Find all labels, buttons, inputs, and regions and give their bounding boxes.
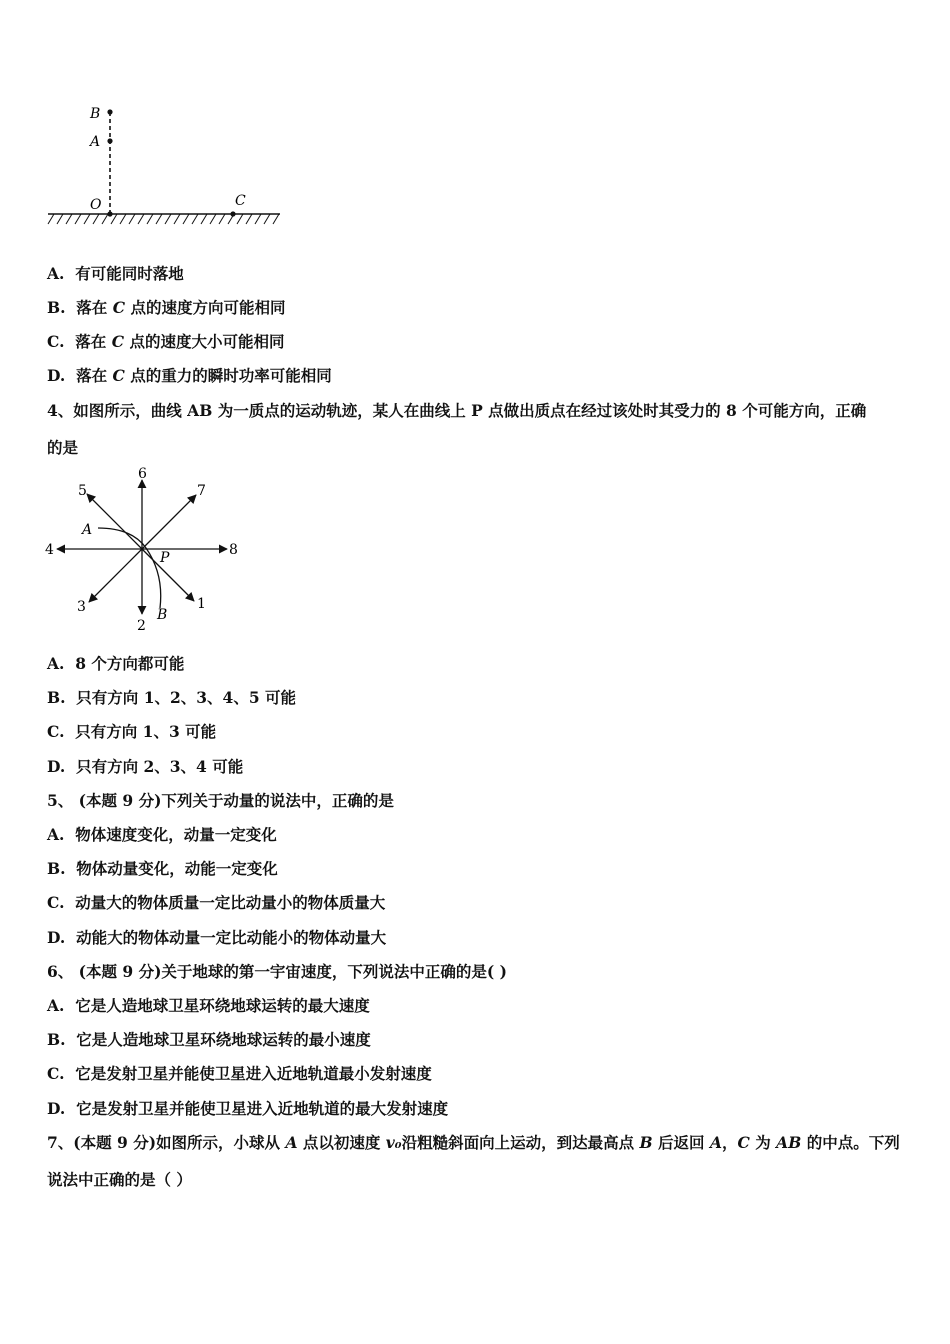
ground-hatching: [48, 214, 279, 224]
q6-option-d: D. 它是发射卫星并能使卫星进入近地轨道的最大发射速度: [47, 1099, 449, 1118]
dir-label-4: 4: [45, 542, 54, 558]
dir-label-5: 5: [78, 483, 87, 499]
arrow-7: [142, 495, 196, 549]
curve-label-b: B: [157, 607, 168, 623]
curve-label-a: A: [82, 522, 93, 538]
q7-stem-line2: 说法中正确的是（ ）: [47, 1170, 192, 1189]
q4-option-c: C. 只有方向 1、3 可能: [47, 722, 217, 741]
arrow-5: [87, 494, 142, 549]
q6-option-b: B. 它是人造地球卫星环绕地球运转的最小速度: [47, 1030, 371, 1049]
point-label-p: P: [160, 550, 170, 566]
q4-option-a: A. 8 个方向都可能: [47, 654, 185, 673]
q5-option-a: A. 物体速度变化，动量一定变化: [47, 825, 277, 844]
point-b: [107, 109, 112, 114]
figure-force-directions: [42, 462, 247, 634]
q4-stem-line2: 的是: [47, 438, 79, 457]
q5-option-c: C. 动量大的物体质量一定比动量小的物体质量大: [47, 893, 386, 912]
q4-option-b: B. 只有方向 1、2、3、4、5 可能: [47, 688, 297, 707]
figure-vertical-drop: [40, 100, 290, 235]
label-b: B: [90, 106, 101, 122]
q4-option-d: D. 只有方向 2、3、4 可能: [47, 757, 244, 776]
q3-option-b: B. 落在 C 点的速度方向可能相同: [47, 298, 286, 317]
q6-stem: 6、 (本题 9 分)关于地球的第一宇宙速度，下列说法中正确的是( ): [47, 962, 507, 981]
q6-option-c: C. 它是发射卫星并能使卫星进入近地轨道最小发射速度: [47, 1064, 432, 1083]
arrow-3: [89, 549, 142, 602]
q6-option-a: A. 它是人造地球卫星环绕地球运转的最大速度: [47, 996, 370, 1015]
q3-option-c: C. 落在 C 点的速度大小可能相同: [47, 332, 285, 351]
dir-label-3: 3: [77, 599, 86, 615]
q3-option-d: D. 落在 C 点的重力的瞬时功率可能相同: [47, 366, 332, 385]
dir-label-6: 6: [138, 466, 147, 482]
point-a: [107, 138, 112, 143]
label-c: C: [235, 193, 246, 209]
dir-label-1: 1: [197, 596, 206, 612]
dir-label-7: 7: [197, 483, 206, 499]
dir-label-8: 8: [229, 542, 238, 558]
label-o: O: [90, 197, 102, 213]
point-o: [107, 211, 112, 216]
q5-option-b: B. 物体动量变化，动能一定变化: [47, 859, 278, 878]
q4-stem-line1: 4、如图所示，曲线 AB 为一质点的运动轨迹，某人在曲线上 P 点做出质点在经过该处时其受力的 8 个可能方向，正确: [47, 401, 867, 420]
label-a: A: [90, 134, 101, 150]
dir-label-2: 2: [137, 618, 146, 634]
q5-option-d: D. 动能大的物体动量一定比动能小的物体动量大: [47, 928, 387, 947]
q7-stem-line1: 7、(本题 9 分)如图所示，小球从 A 点以初速度 v₀沿粗糙斜面向上运动，到达最高点 B 后返回 A，C 为 AB 的中点。下列: [47, 1133, 900, 1152]
point-c: [230, 211, 235, 216]
q5-stem: 5、 (本题 9 分)下列关于动量的说法中，正确的是: [47, 791, 394, 810]
q3-option-a: A. 有可能同时落地: [47, 264, 184, 283]
